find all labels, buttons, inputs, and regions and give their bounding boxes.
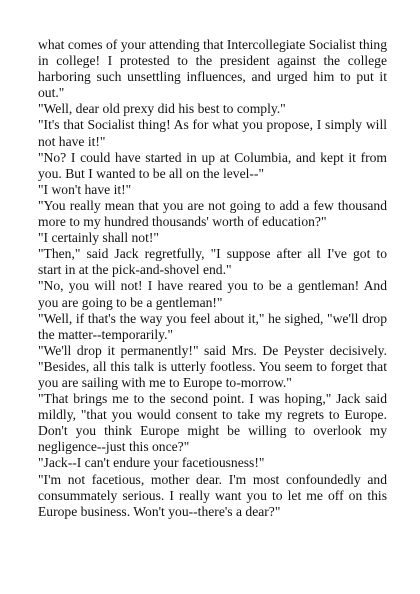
paragraph: "No, you will not! I have reared you to be a gentleman! And you are going to be a gentleman!": [38, 278, 387, 310]
paragraph: "Well, if that's the way you feel about it," he sighed, "we'll drop the matter--temporarily.": [38, 310, 387, 342]
paragraph: "Jack--I can't endure your facetiousness!": [38, 455, 265, 471]
paragraph: "No? I could have started in up at Columbia, and kept it from you. But I wanted to be all on the level--": [38, 149, 387, 181]
paragraph: "That brings me to the second point. I was hoping," Jack said mildly, "that you would consent to take my regrets to Europe. Don't you think Europe might be willing to overlook my negligence--just this once?": [38, 391, 387, 455]
paragraph: "I'm not facetious, mother dear. I'm most confoundedly and consummately serious. I really want you to let me off on this Europe business. Won't you--there's a dear?": [38, 471, 387, 519]
paragraph: "We'll drop it permanently!" said Mrs. De Peyster decisively. "Besides, all this talk is utterly footless. You seem to forget that you are sailing with me to Europe to-morrow.": [38, 342, 387, 390]
paragraph: "I certainly shall not!": [38, 230, 159, 246]
paragraph: what comes of your attending that Intercollegiate Socialist thing in college! I protested to the president against the college harboring such unsettling influences, and urged him to put it out.": [38, 37, 387, 101]
paragraph: "You really mean that you are not going to add a few thousand more to my hundred thousands' worth of education?": [38, 197, 387, 230]
paragraph: "Well, dear old prexy did his best to comply.": [38, 101, 286, 117]
paragraph: "I won't have it!": [38, 181, 132, 197]
paragraph: "It's that Socialist thing! As for what you propose, I simply will not have it!": [38, 117, 387, 149]
document-page: [38, 37, 387, 520]
paragraph: "Then," said Jack regretfully, "I suppose after all I've got to start in at the pick-and-shovel end.": [38, 246, 387, 278]
